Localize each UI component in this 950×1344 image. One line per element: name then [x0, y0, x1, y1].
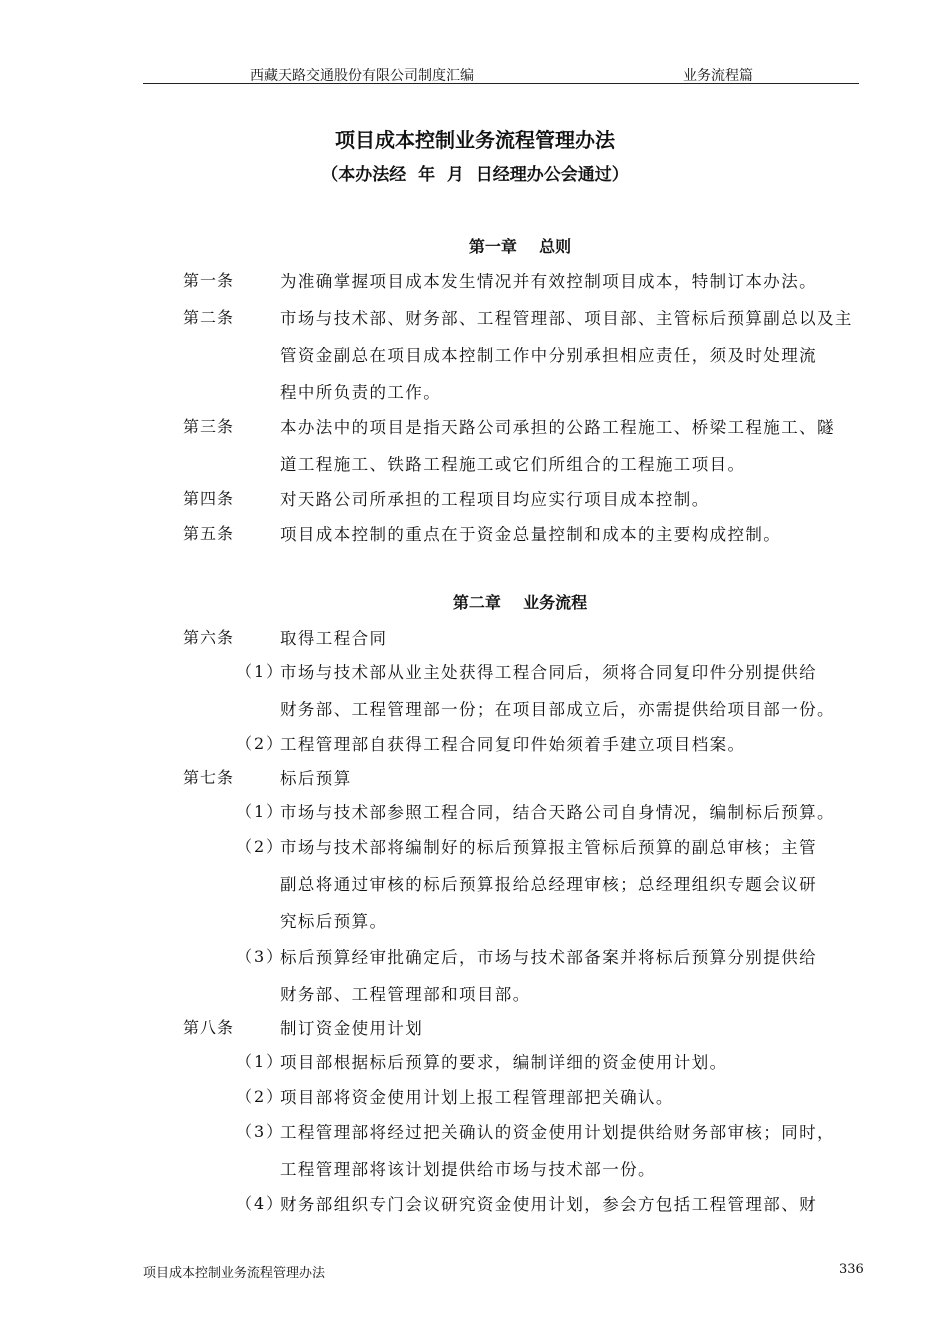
item-label: （3） — [236, 1122, 285, 1141]
page-number: 336 — [839, 1262, 864, 1277]
item-label: （1） — [236, 662, 285, 681]
article-text: 标后预算 — [280, 769, 352, 788]
item-text: 财务部组织专门会议研究资金使用计划，参会方包括工程管理部、财 — [280, 1195, 817, 1214]
item-text: 工程管理部将经过把关确认的资金使用计划提供给财务部审核；同时， — [280, 1123, 835, 1142]
article-text: 对天路公司所承担的工程项目均应实行项目成本控制。 — [280, 490, 710, 509]
item-text: 副总将通过审核的标后预算报给总经理审核；总经理组织专题会议研 — [280, 875, 817, 894]
item-text: 工程管理部自获得工程合同复印件始须着手建立项目档案。 — [280, 735, 746, 754]
item-text: 财务部、工程管理部和项目部。 — [280, 985, 531, 1004]
article-label: 第七条 — [183, 768, 235, 787]
article-label: 第五条 — [183, 524, 235, 543]
article-label: 第二条 — [183, 308, 235, 327]
item-label: （2） — [236, 837, 285, 856]
article-text: 取得工程合同 — [280, 629, 388, 648]
item-text: 市场与技术部参照工程合同，结合天路公司自身情况，编制标后预算。 — [280, 803, 835, 822]
item-text: 财务部、工程管理部一份；在项目部成立后，亦需提供给项目部一份。 — [280, 700, 835, 719]
article-label: 第三条 — [183, 417, 235, 436]
item-label: （1） — [236, 1052, 285, 1071]
item-label: （1） — [236, 802, 285, 821]
item-text: 项目部根据标后预算的要求，编制详细的资金使用计划。 — [280, 1053, 728, 1072]
article-text: 程中所负责的工作。 — [280, 383, 442, 402]
item-label: （2） — [236, 734, 285, 753]
article-text: 道工程施工、铁路工程施工或它们所组合的工程施工项目。 — [280, 455, 746, 474]
header-section: 业务流程篇 — [683, 68, 753, 84]
chapter-heading: 第一章 总则 — [468, 237, 572, 256]
article-label: 第六条 — [183, 628, 235, 647]
item-label: （3） — [236, 947, 285, 966]
article-text: 管资金副总在项目成本控制工作中分别承担相应责任，须及时处理流 — [280, 346, 817, 365]
article-label: 第八条 — [183, 1018, 235, 1037]
item-text: 工程管理部将该计划提供给市场与技术部一份。 — [280, 1160, 656, 1179]
chapter-heading: 第二章 业务流程 — [452, 593, 588, 612]
article-text: 为准确掌握项目成本发生情况并有效控制项目成本，特制订本办法。 — [280, 272, 817, 291]
article-text: 制订资金使用计划 — [280, 1019, 424, 1038]
item-text: 究标后预算。 — [280, 912, 388, 931]
document-title: 项目成本控制业务流程管理办法 — [335, 128, 615, 152]
article-text: 市场与技术部、财务部、工程管理部、项目部、主管标后预算副总以及主 — [280, 309, 853, 328]
header-company: 西藏天路交通股份有限公司制度汇编 — [250, 68, 474, 84]
article-label: 第四条 — [183, 489, 235, 508]
item-label: （2） — [236, 1087, 285, 1106]
item-text: 项目部将资金使用计划上报工程管理部把关确认。 — [280, 1088, 674, 1107]
item-text: 标后预算经审批确定后，市场与技术部备案并将标后预算分别提供给 — [280, 948, 817, 967]
footer-title: 项目成本控制业务流程管理办法 — [143, 1266, 326, 1281]
item-text: 市场与技术部将编制好的标后预算报主管标后预算的副总审核；主管 — [280, 838, 817, 857]
document-subtitle: （本办法经 年 月 日经理办公会通过） — [321, 165, 629, 185]
item-label: （4） — [236, 1194, 285, 1213]
article-text: 本办法中的项目是指天路公司承担的公路工程施工、桥梁工程施工、隧 — [280, 418, 835, 437]
header-rule — [143, 83, 859, 84]
article-label: 第一条 — [183, 271, 235, 290]
article-text: 项目成本控制的重点在于资金总量控制和成本的主要构成控制。 — [280, 525, 782, 544]
item-text: 市场与技术部从业主处获得工程合同后，须将合同复印件分别提供给 — [280, 663, 817, 682]
